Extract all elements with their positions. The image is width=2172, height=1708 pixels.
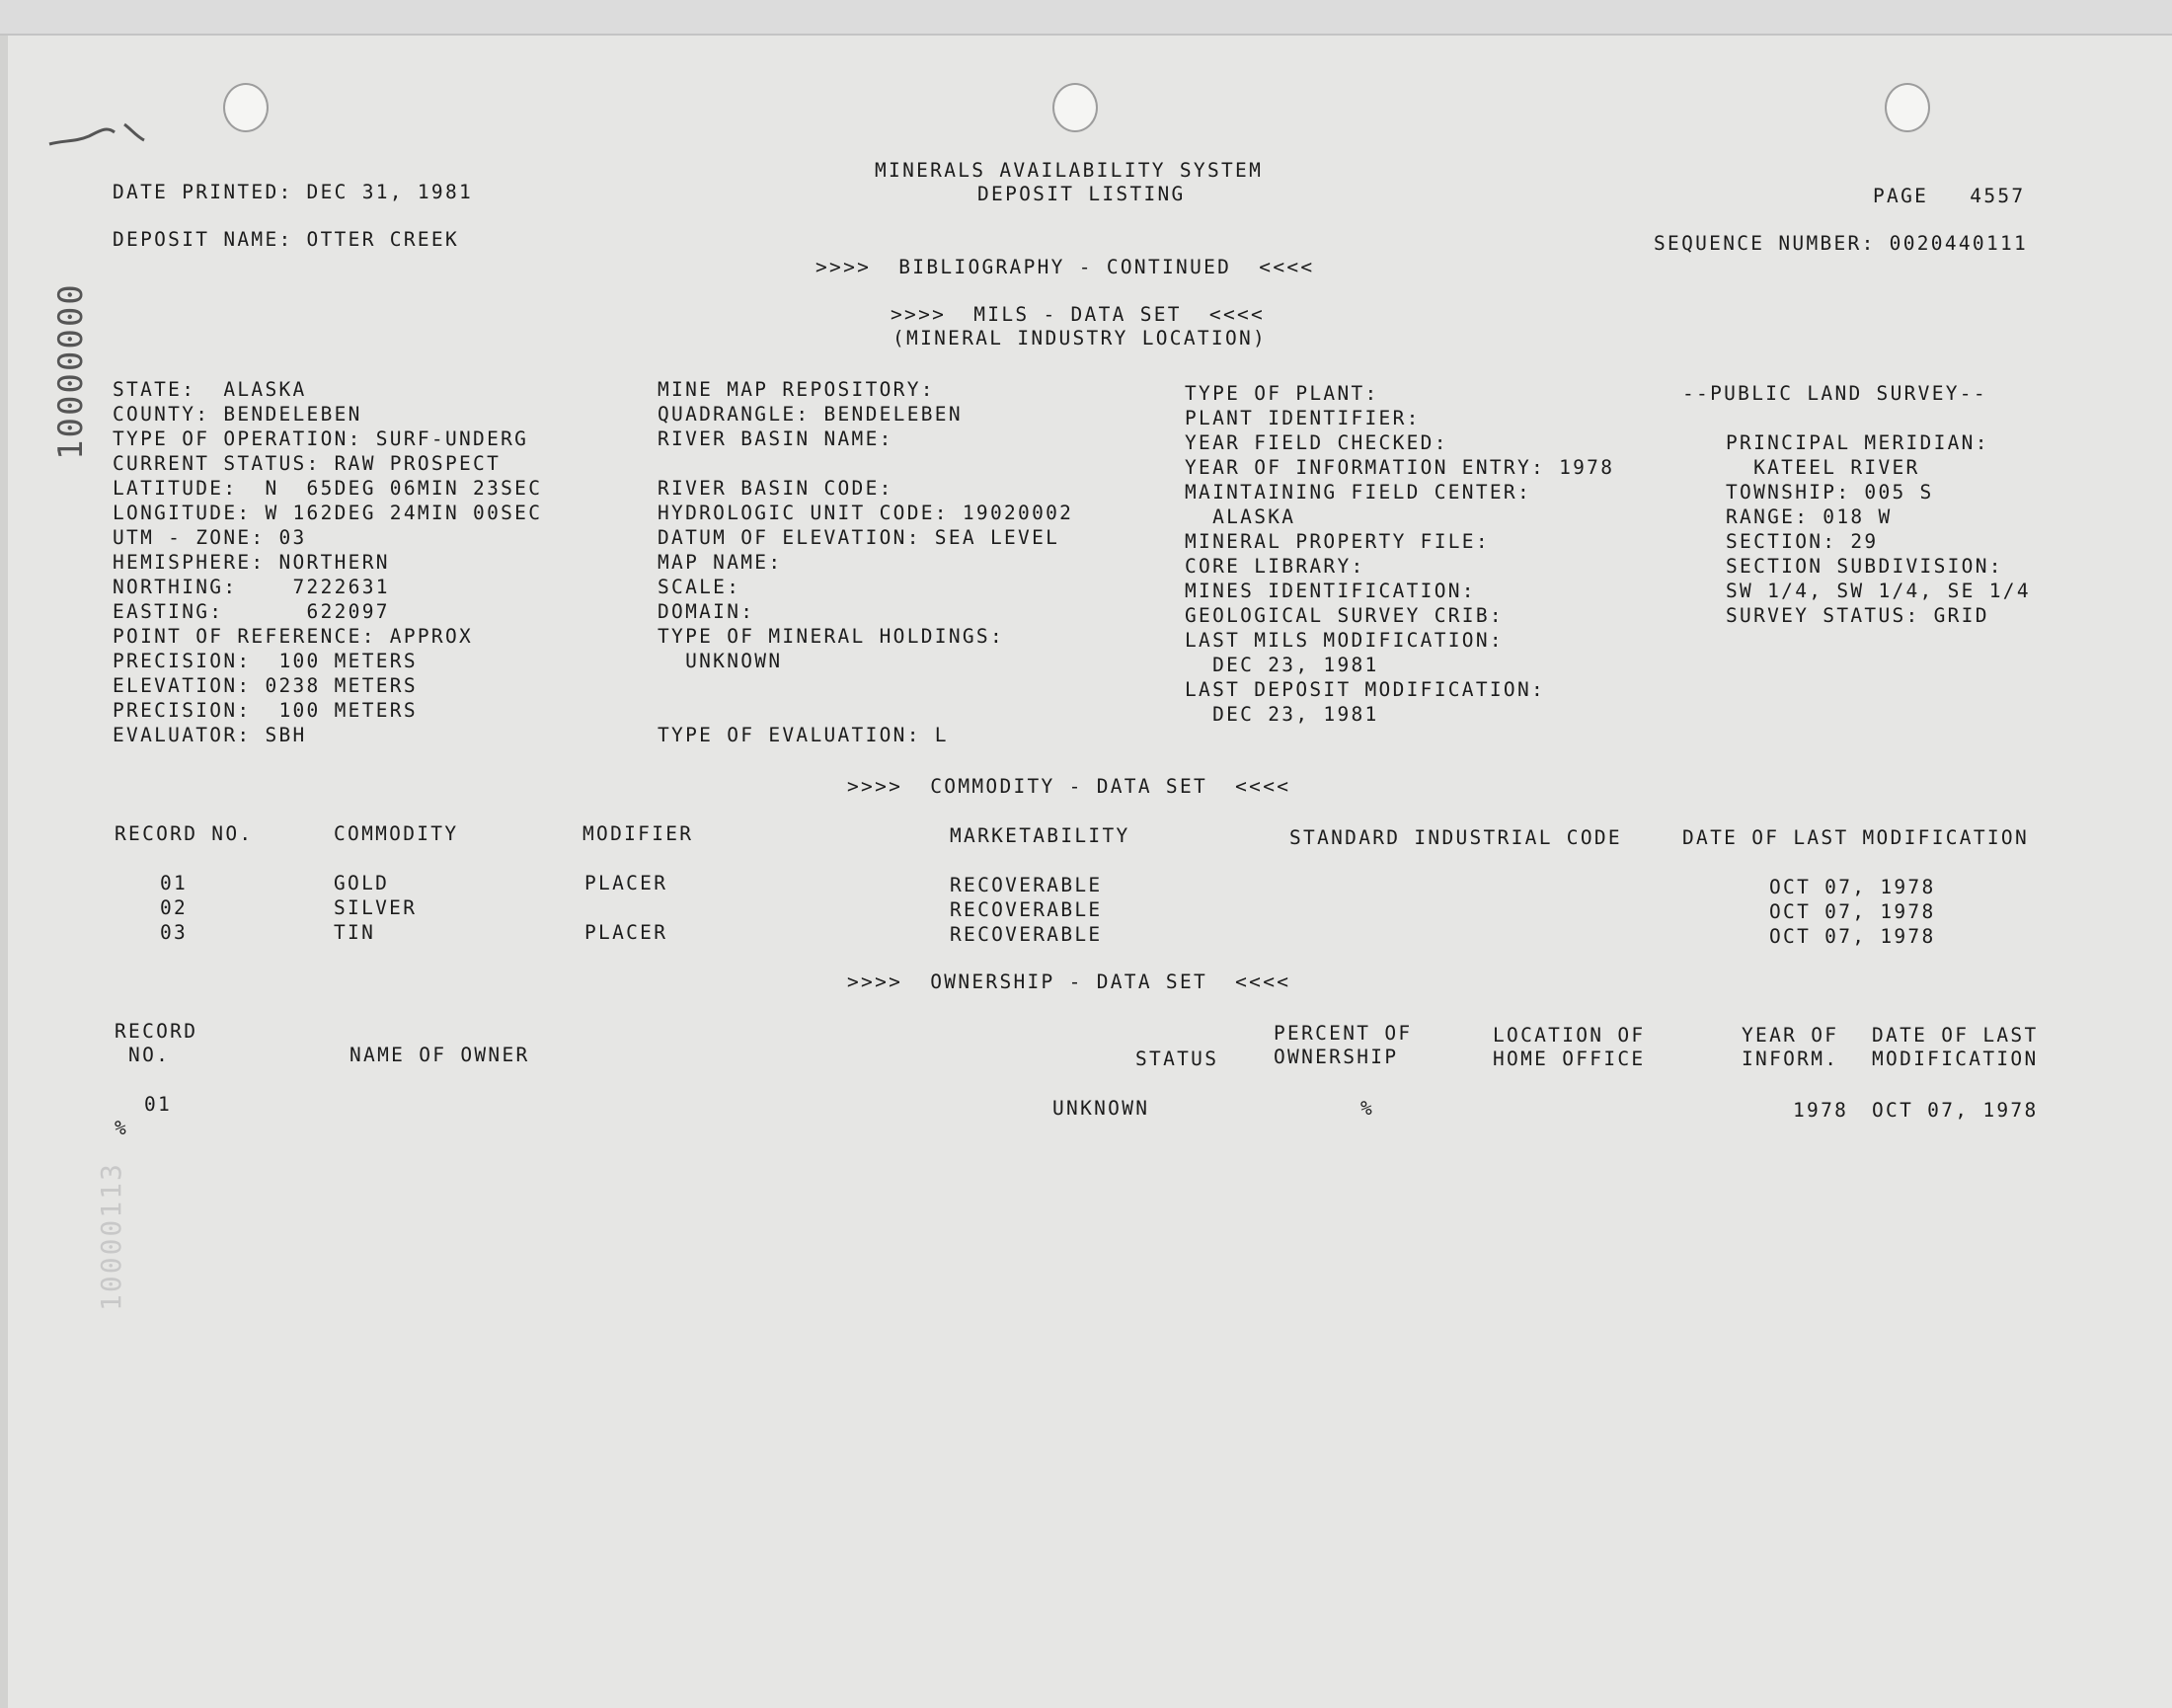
cell-date: OCT 07, 1978 — [1769, 925, 1936, 948]
field-section: SECTION: 29 — [1726, 530, 1879, 553]
date-printed: DATE PRINTED: DEC 31, 1981 — [113, 181, 474, 203]
field-latitude: LATITUDE: N 65DEG 06MIN 23SEC — [113, 477, 543, 500]
field-current-status: CURRENT STATUS: RAW PROSPECT — [113, 452, 502, 475]
field-mine-map-repository: MINE MAP REPOSITORY: — [658, 378, 935, 401]
commodity-banner: >>>> COMMODITY - DATA SET <<<< — [847, 775, 1291, 798]
ink-smudge — [45, 116, 154, 152]
ownership-header-modification: MODIFICATION — [1872, 1048, 2039, 1070]
field-precision: PRECISION: 100 METERS — [113, 650, 418, 672]
cell-commodity: TIN — [334, 921, 376, 944]
ownership-header-record-no: NO. — [115, 1044, 171, 1066]
ownership-header-home-office: HOME OFFICE — [1493, 1048, 1646, 1070]
mils-subtitle: (MINERAL INDUSTRY LOCATION) — [892, 327, 1268, 349]
cell-year: 1978 — [1793, 1099, 1849, 1122]
ownership-header-record: RECORD — [115, 1020, 198, 1043]
ownership-header-date: DATE OF LAST — [1872, 1024, 2039, 1047]
field-state: STATE: ALASKA — [113, 378, 307, 401]
field-core-library: CORE LIBRARY: — [1185, 555, 1365, 578]
field-last-deposit-modification-value: DEC 23, 1981 — [1185, 703, 1379, 726]
mils-banner: >>>> MILS - DATA SET <<<< — [891, 303, 1266, 326]
field-type-of-operation: TYPE OF OPERATION: SURF-UNDERG — [113, 427, 529, 450]
commodity-header-date: DATE OF LAST MODIFICATION — [1682, 826, 2029, 849]
field-point-of-reference: POINT OF REFERENCE: APPROX — [113, 625, 474, 648]
cell-record: 01 — [160, 872, 189, 894]
sequence-number: SEQUENCE NUMBER: 0020440111 — [1654, 232, 2029, 255]
field-maintaining-field-center: MAINTAINING FIELD CENTER: — [1185, 481, 1531, 504]
page-edge-shadow — [0, 36, 8, 1708]
bibliography-banner: >>>> BIBLIOGRAPHY - CONTINUED <<<< — [815, 256, 1315, 278]
cell-percent: % — [1360, 1097, 1375, 1120]
field-last-mils-modification: LAST MILS MODIFICATION: — [1185, 629, 1504, 652]
field-hydrologic-unit-code: HYDROLOGIC UNIT CODE: 19020002 — [658, 502, 1074, 524]
commodity-header-commodity: COMMODITY — [334, 822, 459, 845]
ownership-header-status: STATUS — [1135, 1048, 1219, 1070]
field-field-center-value: ALASKA — [1185, 505, 1296, 528]
field-type-of-evaluation: TYPE OF EVALUATION: L — [658, 724, 949, 746]
field-year-of-information-entry: YEAR OF INFORMATION ENTRY: 1978 — [1185, 456, 1615, 479]
field-hemisphere: HEMISPHERE: NORTHERN — [113, 551, 390, 574]
cell-note: % — [115, 1117, 129, 1139]
listing-title: DEPOSIT LISTING — [977, 183, 1186, 205]
field-domain: DOMAIN: — [658, 600, 755, 623]
margin-stamp-faint: 10000113 — [95, 1162, 127, 1311]
document-page — [0, 34, 2172, 1708]
cell-date: OCT 07, 1978 — [1872, 1099, 2039, 1122]
commodity-header-modifier: MODIFIER — [582, 822, 694, 845]
field-principal-meridian: PRINCIPAL MERIDIAN: — [1726, 431, 1989, 454]
cell-record: 03 — [160, 921, 189, 944]
field-section-subdivision: SECTION SUBDIVISION: — [1726, 555, 2003, 578]
cell-commodity: GOLD — [334, 872, 390, 894]
field-last-mils-modification-value: DEC 23, 1981 — [1185, 654, 1379, 676]
field-quadrangle: QUADRANGLE: BENDELEBEN — [658, 403, 963, 426]
margin-stamp-number: 10000000 — [51, 282, 91, 460]
ownership-header-location: LOCATION OF — [1493, 1024, 1646, 1047]
field-geological-survey-crib: GEOLOGICAL SURVEY CRIB: — [1185, 604, 1504, 627]
commodity-header-record: RECORD NO. — [115, 822, 254, 845]
field-mines-identification: MINES IDENTIFICATION: — [1185, 580, 1476, 602]
ownership-header-year: YEAR OF — [1742, 1024, 1839, 1047]
ownership-banner: >>>> OWNERSHIP - DATA SET <<<< — [847, 970, 1291, 993]
field-last-deposit-modification: LAST DEPOSIT MODIFICATION: — [1185, 678, 1546, 701]
field-township: TOWNSHIP: 005 S — [1726, 481, 1934, 504]
ownership-header-inform: INFORM. — [1742, 1048, 1839, 1070]
commodity-header-marketability: MARKETABILITY — [950, 824, 1130, 847]
binder-hole-center — [1052, 83, 1098, 132]
field-elevation: ELEVATION: 0238 METERS — [113, 674, 418, 697]
field-survey-status: SURVEY STATUS: GRID — [1726, 604, 1989, 627]
field-county: COUNTY: BENDELEBEN — [113, 403, 362, 426]
cell-marketability: RECOVERABLE — [950, 898, 1103, 921]
public-land-survey-title: --PUBLIC LAND SURVEY-- — [1682, 382, 1987, 405]
ownership-header-ownership: OWNERSHIP — [1274, 1046, 1399, 1068]
cell-modifier: PLACER — [584, 872, 668, 894]
page-number: PAGE 4557 — [1873, 185, 2026, 207]
field-type-of-plant: TYPE OF PLANT: — [1185, 382, 1379, 405]
cell-marketability: RECOVERABLE — [950, 874, 1103, 896]
field-mineral-holdings-value: UNKNOWN — [658, 650, 783, 672]
cell-commodity: SILVER — [334, 896, 418, 919]
field-utm-zone: UTM - ZONE: 03 — [113, 526, 307, 549]
field-type-of-mineral-holdings: TYPE OF MINERAL HOLDINGS: — [658, 625, 1004, 648]
field-year-field-checked: YEAR FIELD CHECKED: — [1185, 431, 1448, 454]
field-map-name: MAP NAME: — [658, 551, 783, 574]
cell-date: OCT 07, 1978 — [1769, 900, 1936, 923]
field-mineral-property-file: MINERAL PROPERTY FILE: — [1185, 530, 1490, 553]
field-section-subdivision-value: SW 1/4, SW 1/4, SE 1/4 — [1726, 580, 2031, 602]
cell-modifier: PLACER — [584, 921, 668, 944]
field-range: RANGE: 018 W — [1726, 505, 1893, 528]
deposit-name: DEPOSIT NAME: OTTER CREEK — [113, 228, 459, 251]
cell-marketability: RECOVERABLE — [950, 923, 1103, 946]
field-scale: SCALE: — [658, 576, 741, 598]
system-title: MINERALS AVAILABILITY SYSTEM — [875, 159, 1264, 182]
field-plant-identifier: PLANT IDENTIFIER: — [1185, 407, 1421, 429]
field-elevation-precision: PRECISION: 100 METERS — [113, 699, 418, 722]
commodity-header-sic: STANDARD INDUSTRIAL CODE — [1289, 826, 1622, 849]
ownership-header-percent: PERCENT OF — [1274, 1022, 1413, 1045]
field-longitude: LONGITUDE: W 162DEG 24MIN 00SEC — [113, 502, 543, 524]
field-northing: NORTHING: 7222631 — [113, 576, 390, 598]
ownership-header-owner: NAME OF OWNER — [349, 1044, 530, 1066]
cell-date: OCT 07, 1978 — [1769, 876, 1936, 898]
field-principal-meridian-value: KATEEL RIVER — [1726, 456, 1920, 479]
field-easting: EASTING: 622097 — [113, 600, 390, 623]
cell-status: UNKNOWN — [1052, 1097, 1150, 1120]
field-datum-of-elevation: DATUM OF ELEVATION: SEA LEVEL — [658, 526, 1060, 549]
field-river-basin-code: RIVER BASIN CODE: — [658, 477, 893, 500]
field-river-basin-name: RIVER BASIN NAME: — [658, 427, 893, 450]
binder-hole-left — [223, 83, 269, 132]
binder-hole-right — [1885, 83, 1930, 132]
cell-record: 02 — [160, 896, 189, 919]
field-evaluator: EVALUATOR: SBH — [113, 724, 307, 746]
cell-record: 01 — [144, 1093, 173, 1116]
